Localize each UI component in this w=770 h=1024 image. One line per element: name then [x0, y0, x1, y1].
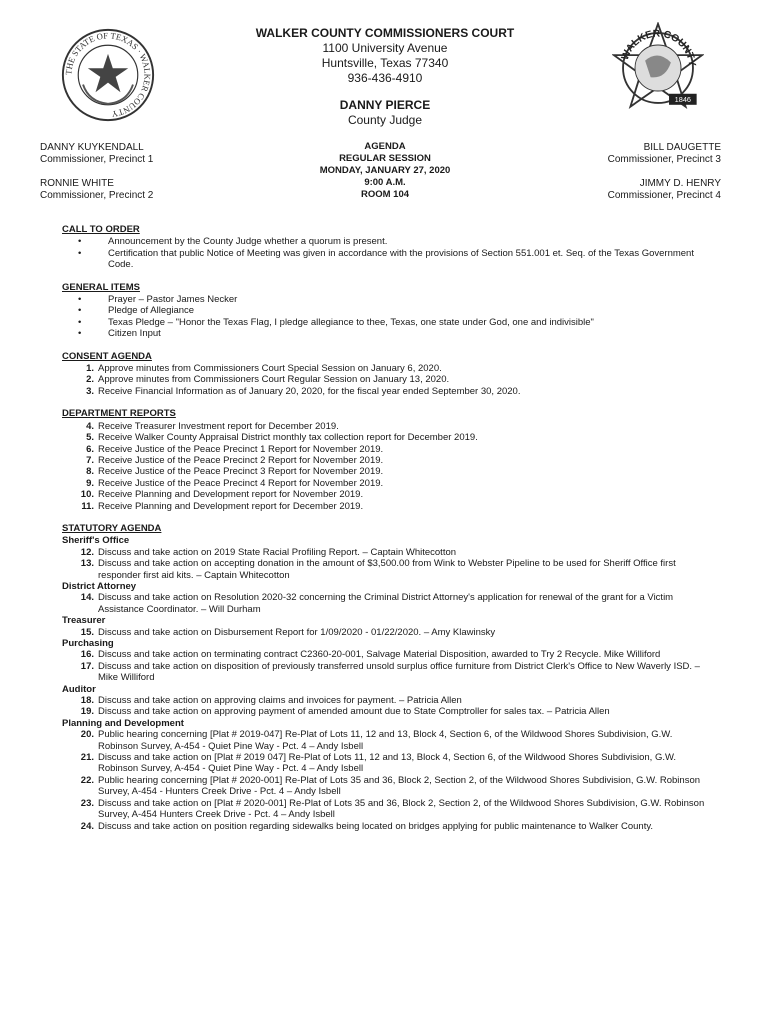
judge-block — [200, 98, 570, 128]
section-title: CALL TO ORDER — [62, 224, 140, 235]
item-number: 24. — [80, 820, 94, 832]
item-number: 18. — [80, 695, 94, 707]
item-text: Receive Justice of the Peace Precinct 1 Report for November 2019. — [98, 443, 384, 455]
call-to-order-section — [62, 224, 712, 271]
agenda-item — [62, 374, 712, 385]
item-text: Receive Justice of the Peace Precinct 4 Report for November 2019. — [98, 477, 384, 489]
item-text: Receive Financial Information as of January 20, 2020, for the fiscal year ended September 30, 2020. — [98, 385, 521, 397]
agenda-item — [62, 386, 712, 397]
commissioners-left — [40, 142, 153, 214]
section-title: GENERAL ITEMS — [62, 281, 140, 293]
right-seal-year: 1846 — [674, 95, 692, 105]
subsection-title: Planning and Development — [62, 717, 184, 729]
judge-name: DANNY PIERCE — [339, 98, 431, 112]
phone: 936-436-4910 — [347, 71, 423, 85]
subsection-title: Purchasing — [62, 638, 114, 649]
commissioner-name: DANNY KUYKENDALL — [40, 142, 144, 153]
item-text: Receive Treasurer Investment report for December 2019. — [98, 420, 339, 432]
item-text: Receive Justice of the Peace Precinct 2 Report for November 2019. — [98, 454, 384, 466]
letterhead — [200, 26, 570, 86]
list-item: • Pledge of Allegiance — [62, 305, 712, 316]
item-number: 2. — [86, 374, 94, 386]
list-item: • Texas Pledge – "Honor the Texas Flag, I pledge allegiance to thee, Texas, one state under God, one and indivisible" — [62, 317, 712, 328]
item-text: Discuss and take action on position regarding sidewalks being located on bridges applying for public maintenance to Walker County. — [98, 820, 654, 832]
commissioner-title: Commissioner, Precinct 2 — [40, 190, 154, 201]
subsection-title: Treasurer — [62, 615, 106, 627]
agenda-item — [62, 501, 712, 512]
general-items-section — [62, 282, 712, 340]
agenda-item — [62, 798, 712, 821]
item-text: Discuss and take action on disposition of previously transferred unsold surplus office furniture from District Clerk's Office to New Waverly ISD. – Mike Williford — [98, 660, 700, 684]
agenda-item — [62, 432, 712, 443]
agenda-item — [62, 775, 712, 798]
item-number: 15. — [80, 626, 94, 638]
department-reports-section — [62, 408, 712, 512]
session-line: REGULAR SESSION — [339, 153, 431, 164]
item-number: 4. — [86, 420, 94, 432]
item-text: Discuss and take action on Disbursement Report for 1/09/2020 - 01/22/2020. – Amy Klawinsky — [98, 626, 496, 638]
org-name: WALKER COUNTY COMMISSIONERS COURT — [255, 26, 515, 40]
agenda-body — [62, 224, 712, 843]
item-number: 20. — [80, 729, 94, 741]
agenda-item — [62, 466, 712, 477]
item-number: 5. — [86, 432, 94, 444]
item-number: 13. — [80, 558, 94, 570]
item-number: 17. — [80, 660, 94, 672]
statutory-agenda-section — [62, 523, 712, 832]
session-line: 9:00 A.M. — [364, 177, 406, 188]
agenda-item — [62, 706, 712, 717]
item-text: Receive Planning and Development report for November 2019. — [98, 489, 364, 501]
agenda-item — [62, 695, 712, 706]
list-item: • Announcement by the County Judge whether a quorum is present. — [62, 236, 712, 247]
agenda-item — [62, 558, 712, 581]
item-number: 11. — [81, 500, 94, 512]
agenda-item — [62, 592, 712, 615]
item-number: 7. — [86, 454, 94, 466]
agenda-item — [62, 444, 712, 455]
commissioner-name: JIMMY D. HENRY — [639, 178, 721, 189]
session-line: AGENDA — [364, 141, 406, 152]
subsection-title: Auditor — [62, 683, 96, 695]
agenda-item — [62, 627, 712, 638]
item-number: 1. — [86, 363, 94, 375]
commissioner-title: Commissioner, Precinct 4 — [607, 190, 721, 201]
item-text: Receive Planning and Development report for December 2019. — [98, 500, 364, 512]
item-text: Public hearing concerning [Plat # 2019-047] Re-Plat of Lots 11, 12 and 13, Block 4, Section 6, of the Wildwood Shores Subdivision, G.W. Robinson Survey, A-454 - Quiet Pine Way - Pct. 4 – Andy Isbell — [98, 729, 673, 752]
item-number: 6. — [86, 443, 94, 455]
item-text: Public hearing concerning [Plat # 2020-001] Re-Plat of Lots 35 and 36, Block 2, Section 2, of the Wildwood Shores Subdivision, G.W. Robinson Survey, A-454 - Hunters Creek Drive - Pct. 4 – Andy Isbell — [98, 774, 701, 798]
session-line: ROOM 104 — [360, 189, 410, 200]
list-item: • Certification that public Notice of Meeting was given in accordance with the provisions of Section 551.001 et. Seq. of the Texas Government Code. — [62, 248, 712, 271]
commissioner-title: Commissioner, Precinct 1 — [40, 154, 154, 165]
item-text: Approve minutes from Commissioners Court Regular Session on January 13, 2020. — [98, 374, 450, 386]
item-text: Discuss and take action on approving payment of amended amount due to State Comptroller for sales tax. – Patricia Allen — [98, 706, 610, 718]
item-number: 9. — [86, 477, 94, 489]
session-line: MONDAY, JANUARY 27, 2020 — [319, 165, 451, 176]
section-title: STATUTORY AGENDA — [62, 522, 162, 534]
item-text: Receive Justice of the Peace Precinct 3 Report for November 2019. — [98, 466, 384, 478]
judge-title: County Judge — [347, 113, 423, 127]
agenda-item — [62, 752, 712, 775]
commissioner-title: Commissioner, Precinct 3 — [607, 154, 721, 165]
section-title: DEPARTMENT REPORTS — [62, 408, 176, 420]
texas-state-seal — [60, 27, 156, 123]
agenda-item — [62, 729, 712, 752]
address-line-1: 1100 University Avenue — [322, 41, 448, 55]
item-number: 3. — [86, 385, 94, 397]
left-seal-text: THE STATE OF TEXAS · WALKER COUNTY — [63, 30, 153, 120]
agenda-item — [62, 478, 712, 489]
item-text: Discuss and take action on terminating contract C2360-20-001, Salvage Material Disposition, awarded to Try 2 Recycle. Mike Williford — [98, 649, 661, 661]
item-number: 14. — [80, 592, 94, 604]
item-number: 19. — [80, 706, 94, 718]
item-number: 22. — [80, 774, 94, 786]
item-number: 21. — [80, 752, 94, 764]
right-seal-text: WALKER COUNTY — [619, 28, 698, 68]
agenda-item — [62, 821, 712, 832]
session-info — [270, 141, 500, 201]
item-number: 8. — [86, 466, 94, 478]
item-text: Discuss and take action on 2019 State Racial Profiling Report. – Captain Whitecotton — [98, 546, 457, 558]
agenda-item — [62, 363, 712, 374]
consent-agenda-section — [62, 351, 712, 398]
agenda-item — [62, 649, 712, 660]
item-text: Discuss and take action on Resolution 2020-32 concerning the Criminal District Attorney's application for renewal of the grant for a Victim Assistance Coordinator. – Will Durham — [98, 592, 674, 615]
commissioners-right — [608, 142, 721, 214]
commissioner-name: RONNIE WHITE — [40, 178, 114, 189]
section-title: CONSENT AGENDA — [62, 350, 152, 362]
agenda-item — [62, 547, 712, 558]
agenda-item — [62, 661, 712, 684]
commissioner-name: BILL DAUGETTE — [643, 142, 721, 153]
item-number: 12. — [80, 546, 94, 558]
walker-county-seal — [612, 22, 704, 114]
item-number: 23. — [80, 797, 94, 809]
item-number: 16. — [80, 649, 94, 661]
list-item: • Citizen Input — [62, 328, 712, 339]
item-text: Discuss and take action on accepting donation in the amount of $3,500.00 from Wink to Webster Pipeline to be used for Sheriff Office first responder first aid kits. – Captain Whitecotton — [98, 558, 676, 581]
item-text: Receive Walker County Appraisal District monthly tax collection report for December 2019. — [98, 432, 478, 444]
address-line-2: Huntsville, Texas 77340 — [321, 56, 449, 70]
agenda-item — [62, 455, 712, 466]
item-text: Discuss and take action on [Plat # 2020-001] Re-Plat of Lots 35 and 36, Block 2, Section 2, of the Wildwood Shores Subdivision, G.W. Robinson Survey, A-454 Hunters Creek Drive - Pct. 4 – Andy Isbell — [98, 797, 705, 821]
agenda-item — [62, 489, 712, 500]
list-item: • Prayer – Pastor James Necker — [62, 294, 712, 305]
subsection-title: District Attorney — [62, 580, 137, 592]
item-text: Discuss and take action on approving claims and invoices for payment. – Patricia Allen — [98, 695, 462, 707]
item-text: Discuss and take action on [Plat # 2019 047] Re-Plat of Lots 11, 12 and 13, Block 4, Section 6, of the Wildwood Shores Subdivision, G.W. Robinson Survey, A-454 - Quiet Pine Way - Pct. 4 – Andy Isbell — [98, 752, 677, 775]
agenda-item — [62, 421, 712, 432]
subsection-title: Sheriff's Office — [62, 535, 130, 547]
item-text: Approve minutes from Commissioners Court Special Session on January 6, 2020. — [98, 363, 442, 375]
item-number: 10. — [80, 489, 94, 501]
